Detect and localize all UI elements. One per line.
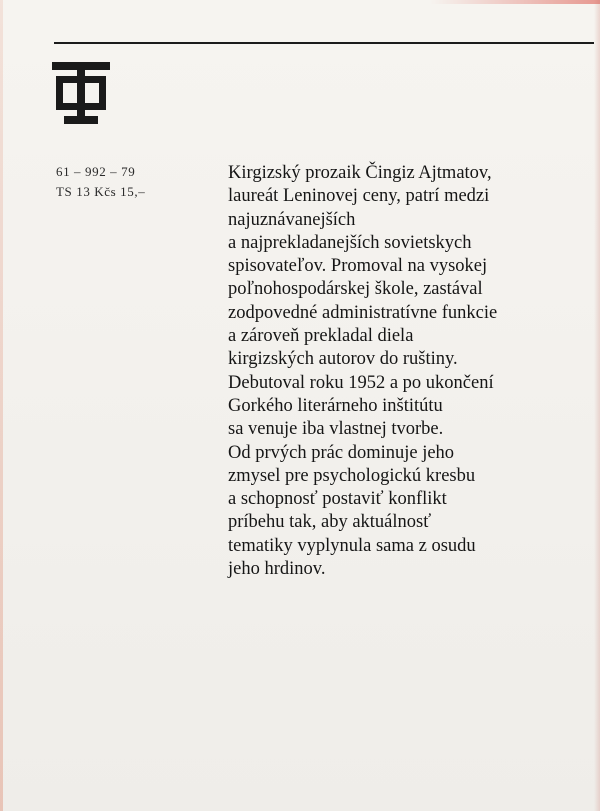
blurb-line: zodpovedné administratívne funkcie xyxy=(228,302,498,323)
blurb-line: spisovateľov. Promoval na vysokej xyxy=(228,256,488,277)
publisher-logo-icon xyxy=(52,62,110,124)
blurb-line: Kirgizský prozaik Čingiz Ajtmatov, xyxy=(228,163,492,183)
catalog-codes xyxy=(56,162,145,202)
blurb-line: a najprekladanejších sovietskych xyxy=(228,232,472,253)
blurb-line: najuznávanejších xyxy=(228,209,356,230)
blurb-line: kirgizských autorov do ruštiny. xyxy=(228,349,458,370)
blurb-line: sa venuje iba vlastnej tvorbe. xyxy=(228,419,444,440)
blurb-line: príbehu tak, aby aktuálnosť xyxy=(228,512,432,533)
blurb-line: Od prvých prác dominuje jeho xyxy=(228,442,455,463)
blurb-line: zmysel pre psychologickú kresbu xyxy=(228,465,476,486)
blurb-line: laureát Leninovej ceny, patrí medzi xyxy=(228,186,490,207)
blurb-line: Gorkého literárneho inštitútu xyxy=(228,395,443,416)
blurb-line: tematiky vyplynula sama z osudu xyxy=(228,535,476,556)
blurb-line: jeho hrdinov. xyxy=(228,559,326,580)
cover-left-edge xyxy=(0,0,3,811)
top-rule-divider xyxy=(54,42,594,44)
author-blurb xyxy=(228,162,598,581)
blurb-line: a zároveň prekladal diela xyxy=(228,326,414,347)
price-line: TS 13 Kčs 15,– xyxy=(56,184,146,199)
cover-top-edge xyxy=(430,0,600,4)
catalog-number: 61 – 992 – 79 xyxy=(56,164,136,179)
blurb-line: a schopnosť postaviť konflikt xyxy=(228,489,447,510)
blurb-line: poľnohospodárskej škole, zastával xyxy=(228,279,483,300)
blurb-line: Debutoval roku 1952 a po ukončení xyxy=(228,372,494,393)
